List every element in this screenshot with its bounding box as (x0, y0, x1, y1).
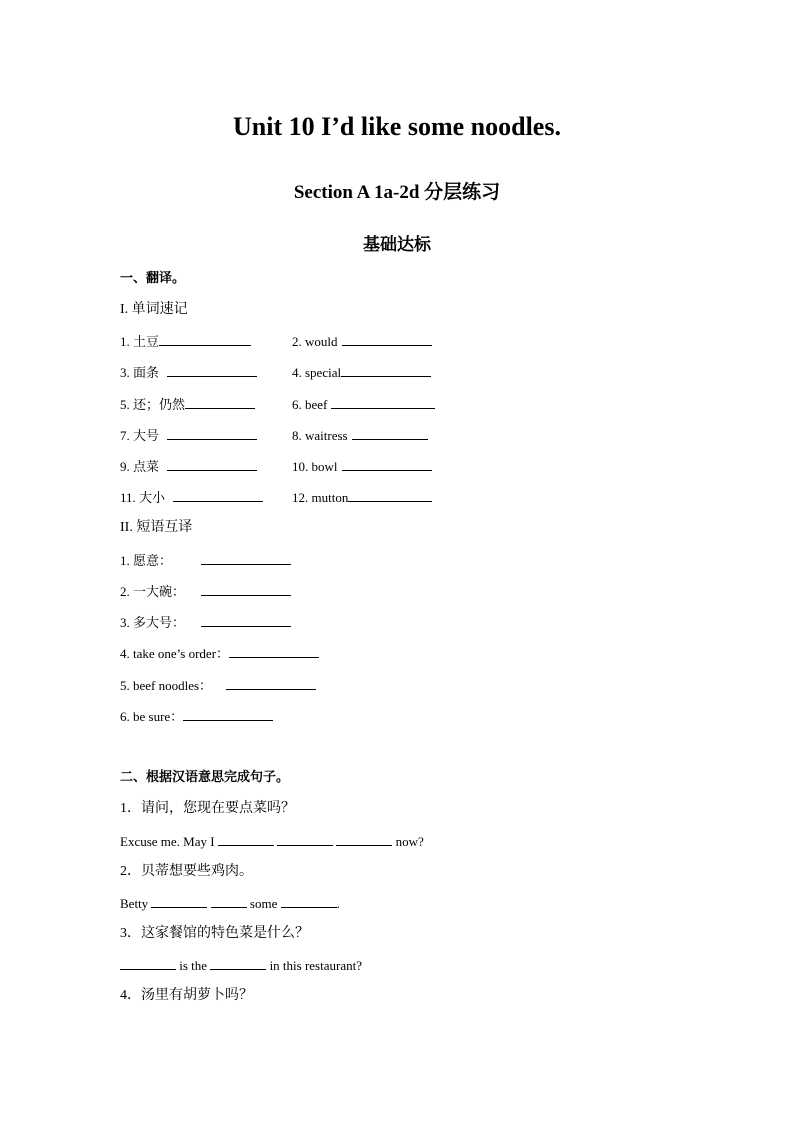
answer-blank[interactable] (210, 957, 266, 970)
answer-blank[interactable] (211, 895, 247, 908)
q3-english: is the in this restaurant? (120, 957, 362, 974)
vocab-heading: I. 单词速记 (120, 302, 188, 317)
phrase-item-2: 2. 一大碗： (120, 583, 291, 600)
vocab-item-4: 4. special (292, 364, 431, 381)
answer-blank[interactable] (185, 396, 255, 409)
vocab-item-3: 3. 面条 (120, 364, 257, 381)
answer-blank[interactable] (201, 583, 291, 596)
answer-blank[interactable] (201, 614, 291, 627)
phrase-item-3: 3. 多大号： (120, 614, 291, 631)
answer-blank[interactable] (183, 708, 273, 721)
answer-blank[interactable] (173, 489, 263, 502)
phrase-item-5: 5. beef noodles： (120, 677, 316, 694)
level-heading: 基础达标 (363, 235, 431, 254)
vocab-item-9: 9. 点菜 (120, 458, 257, 475)
answer-blank[interactable] (151, 895, 207, 908)
answer-blank[interactable] (331, 396, 435, 409)
answer-blank[interactable] (159, 333, 251, 346)
vocab-item-2: 2. would (292, 333, 432, 350)
phrase-item-6: 6. be sure： (120, 708, 273, 725)
answer-blank[interactable] (336, 833, 392, 846)
answer-blank[interactable] (281, 895, 337, 908)
answer-blank[interactable] (120, 957, 176, 970)
answer-blank[interactable] (201, 552, 291, 565)
phrase-item-4: 4. take one’s order： (120, 645, 319, 662)
answer-blank[interactable] (352, 427, 428, 440)
answer-blank[interactable] (342, 458, 432, 471)
answer-blank[interactable] (226, 677, 316, 690)
answer-blank[interactable] (341, 364, 431, 377)
vocab-item-5: 5. 还；仍然 (120, 396, 255, 413)
vocab-item-8: 8. waitress (292, 427, 428, 444)
answer-blank[interactable] (229, 645, 319, 658)
vocab-item-11: 11. 大小 (120, 489, 263, 506)
vocab-item-10: 10. bowl (292, 458, 432, 475)
vocab-item-12: 12. mutton (292, 489, 432, 506)
q3-chinese: 3．这家餐馆的特色菜是什么？ (120, 926, 309, 941)
phrase-heading: II. 短语互译 (120, 520, 193, 535)
q4-chinese: 4．汤里有胡萝卜吗？ (120, 988, 253, 1003)
answer-blank[interactable] (167, 458, 257, 471)
part1-heading: 一、翻译。 (120, 270, 186, 285)
answer-blank[interactable] (167, 427, 257, 440)
answer-blank[interactable] (218, 833, 274, 846)
answer-blank[interactable] (342, 333, 432, 346)
q1-english: Excuse me. May I now? (120, 834, 424, 849)
vocab-item-6: 6. beef (292, 396, 435, 413)
vocab-item-1: 1. 土豆 (120, 333, 251, 350)
vocab-item-7: 7. 大号 (120, 427, 257, 444)
page-title: Unit 10 I’d like some noodles. (233, 112, 561, 141)
answer-blank[interactable] (348, 489, 432, 502)
answer-blank[interactable] (167, 364, 257, 377)
q1-chinese: 1．请问，您现在要点菜吗？ (120, 801, 295, 816)
answer-blank[interactable] (277, 833, 333, 846)
phrase-item-1: 1. 愿意： (120, 552, 291, 569)
section-subtitle: Section A 1a-2d 分层练习 (293, 182, 501, 203)
q2-english: Betty some . (120, 896, 340, 911)
part2-heading: 二、根据汉语意思完成句子。 (120, 769, 290, 784)
q2-chinese: 2．贝蒂想要些鸡肉。 (120, 864, 253, 879)
